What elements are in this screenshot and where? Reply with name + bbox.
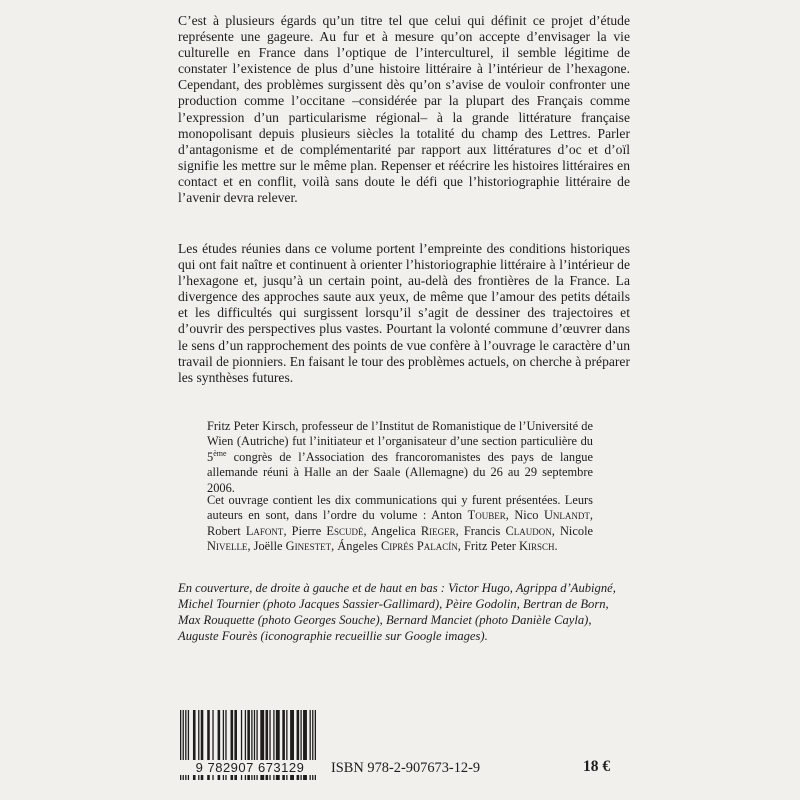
paragraph-studies: Les études réunies dans ce volume portent l’empreinte des conditions historiques qui ont fait naître et continuent à orienter l’historiographie littéraire à l’intérieur de l’hexagone et, jusqu’à un certain point, au-delà des frontières de la France. La divergence des approches saute aux yeux, de même que l’amour des petits détails et les difficultés qui surgissent lorsqu’il s’agit de dessiner des trajectoires et d’ouvrir des perspectives plus vastes. Pourtant la volonté commune d’œuvrer dans le sens d’un rapprochement des points de vue confère à l’ouvrage le caractère d’un travail de pionniers. En faisant le tour des problèmes actuels, on cherche à préparer les synthèses futures. (178, 241, 630, 385)
author-name: Angelica Rieger (371, 523, 456, 538)
author-name: Francis Claudon (463, 523, 552, 538)
cover-caption: En couverture, de droite à gauche et de haut en bas : Victor Hugo, Agrippa d’Aubigné, Michel Tournier (photo Jacques Sassier-Gallimard), Pèire Godolin, Bertran de Born, Max Rouquette (photo Georges Souche), Bernard Manciet (photo Danièle Cayla), Auguste Fourès (iconographie recueillie sur Google images). (178, 581, 616, 643)
author-surname: Escudé (326, 523, 364, 538)
author-surname: Unlandt (543, 508, 590, 523)
author-surname: Ginestet (285, 539, 332, 554)
contents-intro: Cet ouvrage contient les dix communications qui y furent présentées. Leurs auteurs en sont, dans l’ordre du volume : (207, 493, 593, 523)
ordinal-superscript: ème (213, 448, 227, 458)
author-surname: Lafont (245, 523, 284, 538)
barcode (178, 710, 318, 796)
author-surname: Nivelle (207, 539, 248, 554)
author-name: Joëlle Ginestet (253, 539, 332, 554)
about-author (207, 419, 593, 496)
price: 18 € (583, 758, 611, 775)
author-name: Nico Unlandt (514, 508, 590, 523)
about-author-text-2: congrès de l’Association des francoromanistes des pays de langue allemande réuni à Halle an der Saale (Allemagne) du 26 au 29 septembre 2006. (207, 449, 593, 495)
author-surname: Rieger (420, 523, 456, 538)
author-surname: Ciprés Palacín (381, 539, 458, 554)
author-name: Robert Lafont (207, 523, 284, 538)
paragraph-intro: C’est à plusieurs égards qu’un titre tel que celui qui définit ce projet d’étude représente une gageure. Au fur et à mesure qu’on accepte d’envisager la vie culturelle en France dans l’optique de l’interculturel, il semble légitime de constater l’existence de plus d’une histoire littéraire à l’intérieur de l’hexagone. Cependant, des problèmes surgissent dès qu’on s’avise de vouloir confronter une production comme l’occitane –considérée par la plupart des Français comme l’expression d’un particularisme régional– à la grande littérature française monopolisant depuis plusieurs siècles la totalité du champ des Lettres. Parler d’antagonisme et de complémentarité par rapport aux littératures d’oc et d’oïl signifie les mettre sur le même plan. Repenser et réécrire les histoires littéraires en contact et en conflit, voilà sans doute le défi que l’historiographie littéraire de l’avenir devra relever. (178, 13, 630, 206)
about-author-text-1: Fritz Peter Kirsch, professeur de l’Institut de Romanistique de l’Université de Wien (Autriche) fut l’initiateur et l’organisateur d’une section particulière du 5 (207, 419, 593, 464)
author-name: Pierre Escudé (291, 523, 364, 538)
author-surname: Claudon (505, 523, 552, 538)
author-surname: Kirsch (519, 539, 555, 554)
author-surname: Touber (467, 508, 506, 523)
isbn-number: ISBN 978-2-907673-12-9 (331, 760, 481, 776)
barcode-digits: 9 782907 673129 (170, 760, 330, 775)
author-name: Anton Touber (431, 508, 506, 523)
author-name: Fritz Peter Kirsch (463, 539, 555, 554)
author-name: Nicole Nivelle (207, 523, 594, 554)
contents-note (207, 493, 593, 555)
author-list: Anton Touber, Nico Unlandt, Robert Lafont, Pierre Escudé, Angelica Rieger, Francis Claudon, Nicole Nivelle, Joëlle Ginestet, Ángeles Ciprés Palacín, Fritz Peter Kirsch. (207, 508, 594, 554)
author-name: Ángeles Ciprés Palacín (337, 539, 458, 554)
